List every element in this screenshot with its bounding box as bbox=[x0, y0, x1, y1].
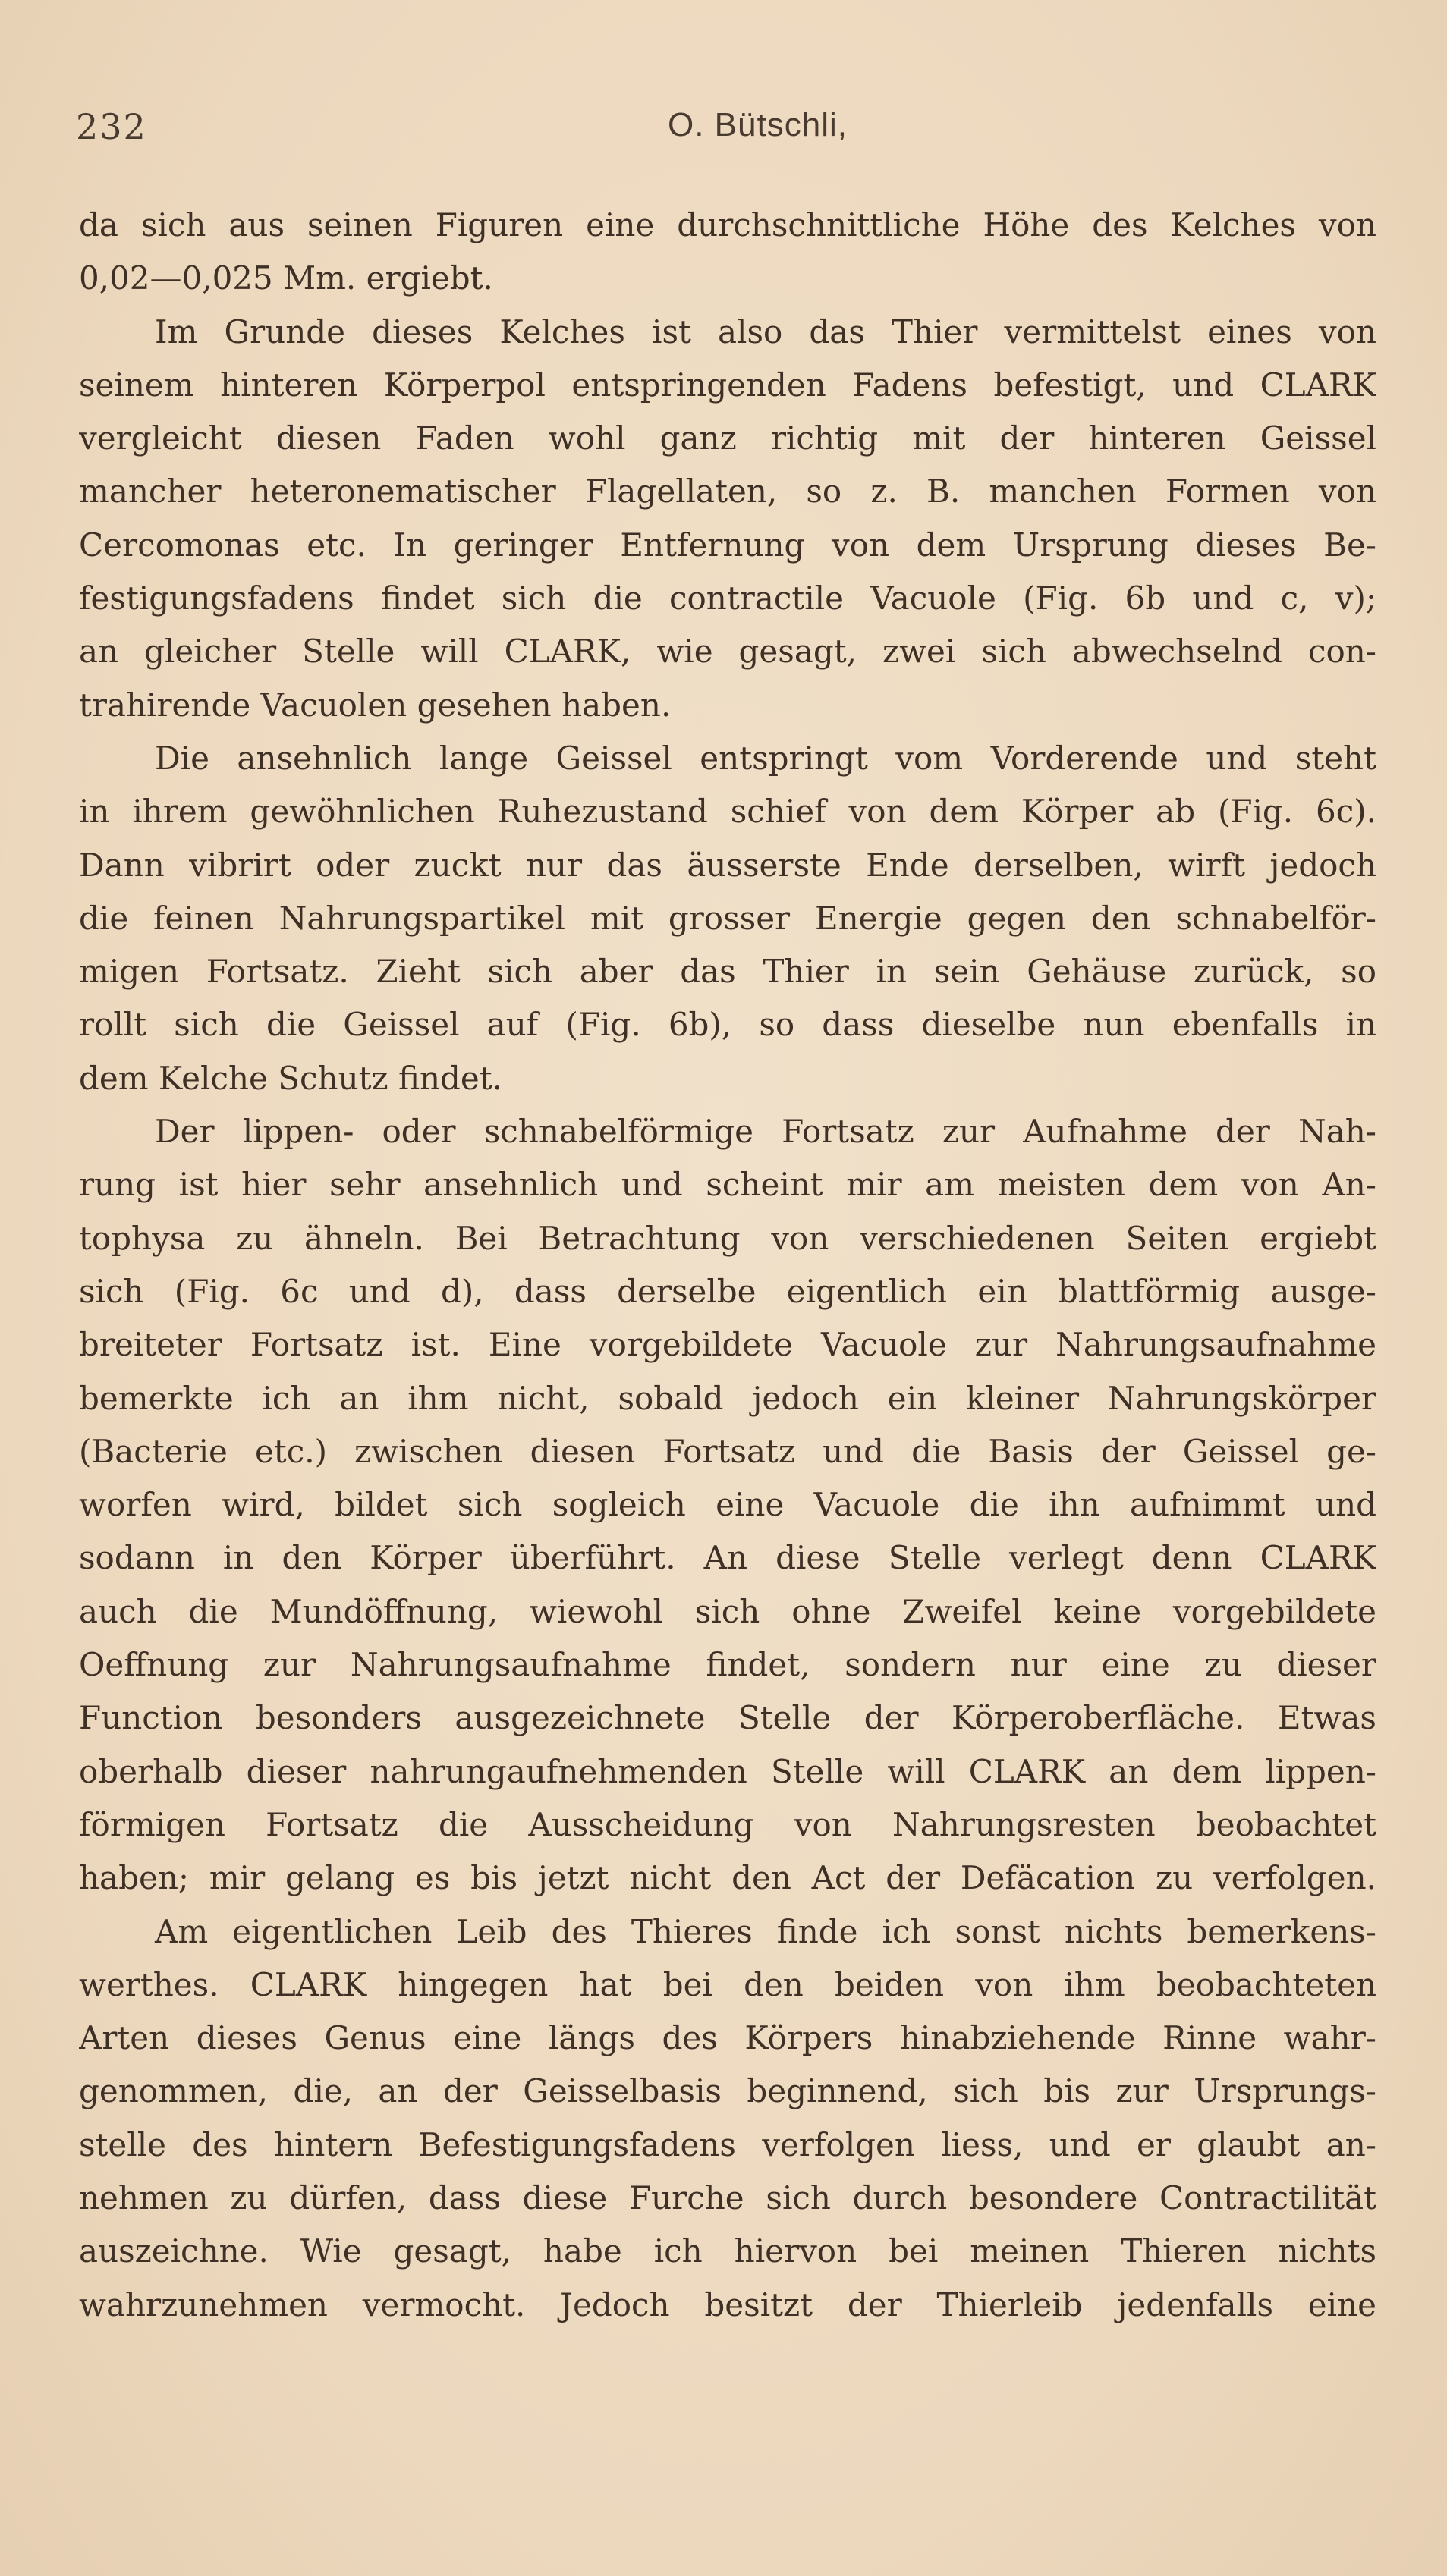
text-line: vergleicht diesen Faden wohl ganz richtig mit der hinteren Geissel bbox=[79, 419, 1376, 457]
text-line: haben; mir gelang es bis jetzt nicht den Act der Defäcation zu verfolgen. bbox=[79, 1859, 1376, 1897]
text-line: Im Grunde dieses Kelches ist also das Thier vermittelst eines von bbox=[155, 313, 1376, 350]
text-line: breiteter Fortsatz ist. Eine vorgebildete Vacuole zur Nahrungsaufnahme bbox=[79, 1326, 1376, 1364]
running-head: O. Bütschli, bbox=[668, 106, 848, 143]
text-line: festigungsfadens findet sich die contractile Vacuole (Fig. 6b und c, v); bbox=[79, 580, 1376, 617]
text-line: wahrzunehmen vermocht. Jedoch besitzt der Thierleib jedenfalls eine bbox=[79, 2285, 1376, 2323]
text-line: werthes. CLARK hingegen hat bei den beiden von ihm beobachteten bbox=[79, 1965, 1376, 2003]
text-line: bemerkte ich an ihm nicht, sobald jedoch ein kleiner Nahrungskörper bbox=[79, 1379, 1376, 1417]
text-line: da sich aus seinen Figuren eine durchschnittliche Höhe des Kelches von bbox=[79, 206, 1376, 243]
text-line: genommen, die, an der Geisselbasis beginnend, sich bis zur Ursprungs- bbox=[79, 2072, 1376, 2110]
text-line: rollt sich die Geissel auf (Fig. 6b), so dass dieselbe nun ebenfalls in bbox=[79, 1006, 1376, 1044]
text-line: die feinen Nahrungspartikel mit grosser Energie gegen den schnabelför- bbox=[79, 899, 1376, 937]
text-line: (Bacterie etc.) zwischen diesen Fortsatz und die Basis der Geissel ge- bbox=[79, 1432, 1376, 1470]
text-line: worfen wird, bildet sich sogleich eine Vacuole die ihn aufnimmt und bbox=[79, 1486, 1376, 1524]
text-line: sich (Fig. 6c und d), dass derselbe eigentlich ein blattförmig ausge- bbox=[79, 1272, 1376, 1310]
text-line: förmigen Fortsatz die Ausscheidung von Nahrungsresten beobachtet bbox=[79, 1805, 1376, 1843]
text-line: auszeichne. Wie gesagt, habe ich hiervon bei meinen Thieren nichts bbox=[79, 2232, 1376, 2270]
body-text bbox=[79, 199, 1376, 2332]
text-line: in ihrem gewöhnlichen Ruhezustand schief von dem Körper ab (Fig. 6c). bbox=[79, 793, 1376, 831]
text-line: sodann in den Körper überführt. An diese Stelle verlegt denn CLARK bbox=[79, 1539, 1376, 1577]
text-line: Am eigentlichen Leib des Thieres finde ich sonst nichts bemerkens- bbox=[155, 1912, 1376, 1950]
text-line: auch die Mundöffnung, wiewohl sich ohne Zweifel keine vorgebildete bbox=[79, 1592, 1376, 1630]
text-line: nehmen zu dürfen, dass diese Furche sich durch besondere Contractilität bbox=[79, 2179, 1376, 2216]
text-line: mancher heteronematischer Flagellaten, so z. B. manchen Formen von bbox=[79, 473, 1376, 510]
text-line: Cercomonas etc. In geringer Entfernung von dem Ursprung dieses Be- bbox=[79, 526, 1376, 564]
text-line: Function besonders ausgezeichnete Stelle der Körperoberfläche. Etwas bbox=[79, 1699, 1376, 1737]
text-line: Die ansehnlich lange Geissel entspringt vom Vorderende und steht bbox=[155, 739, 1376, 777]
text-line: stelle des hintern Befestigungsfadens verfolgen liess, und er glaubt an- bbox=[79, 2125, 1376, 2163]
page-header bbox=[76, 106, 1373, 159]
text-line: Oeffnung zur Nahrungsaufnahme findet, sondern nur eine zu dieser bbox=[79, 1646, 1376, 1684]
text-line: oberhalb dieser nahrungaufnehmenden Stelle will CLARK an dem lippen- bbox=[79, 1752, 1376, 1790]
text-line: seinem hinteren Körperpol entspringenden Fadens befestigt, und CLARK bbox=[79, 366, 1376, 404]
page-number: 232 bbox=[76, 106, 147, 147]
text-line: rung ist hier sehr ansehnlich und scheint mir am meisten dem von An- bbox=[79, 1166, 1376, 1204]
text-line: Dann vibrirt oder zuckt nur das äusserste Ende derselben, wirft jedoch bbox=[79, 846, 1376, 884]
text-line: 0,02—0,025 Mm. ergiebt. bbox=[79, 259, 493, 297]
text-line: Arten dieses Genus eine längs des Körpers hinabziehende Rinne wahr- bbox=[79, 2019, 1376, 2057]
text-line: trahirende Vacuolen gesehen haben. bbox=[79, 686, 672, 724]
text-line: migen Fortsatz. Zieht sich aber das Thier in sein Gehäuse zurück, so bbox=[79, 953, 1376, 991]
text-line: an gleicher Stelle will CLARK, wie gesagt, zwei sich abwechselnd con- bbox=[79, 633, 1376, 671]
text-line: tophysa zu ähneln. Bei Betrachtung von verschiedenen Seiten ergiebt bbox=[79, 1219, 1376, 1257]
text-line: Der lippen- oder schnabelförmige Fortsatz zur Aufnahme der Nah- bbox=[155, 1113, 1376, 1151]
text-line: dem Kelche Schutz findet. bbox=[79, 1059, 503, 1097]
